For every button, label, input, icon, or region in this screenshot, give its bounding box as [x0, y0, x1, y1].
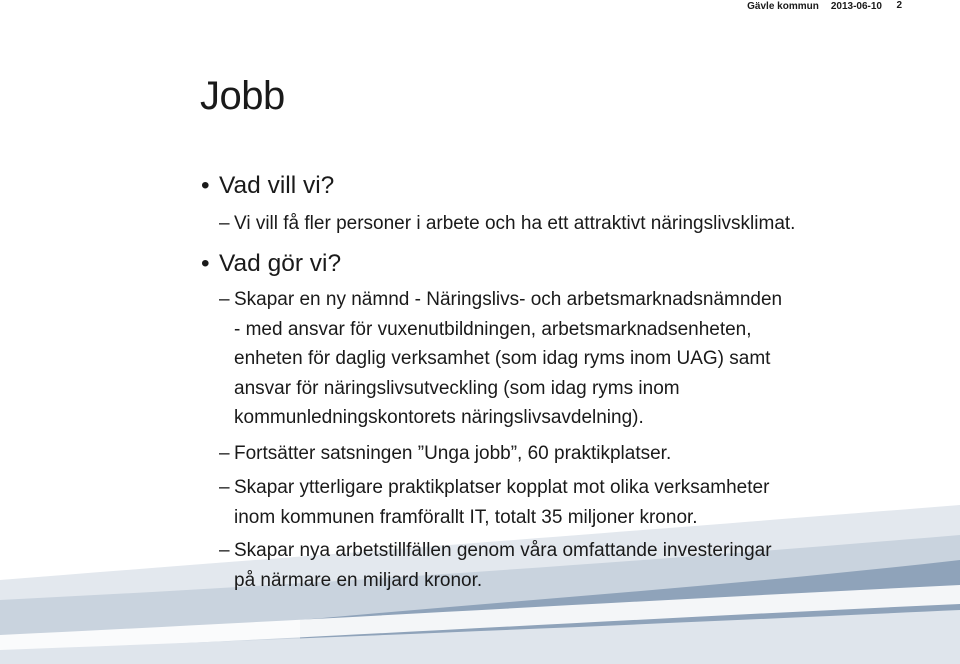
- bullet-dot-icon: •: [201, 172, 210, 199]
- bullet-dot-icon: •: [201, 250, 210, 277]
- slide-header: [747, 0, 902, 12]
- header-page-number: 2: [896, 0, 902, 11]
- header-org: Gävle kommun: [747, 0, 819, 12]
- slide-title: Jobb: [200, 74, 285, 118]
- dash-icon: –: [219, 213, 230, 234]
- sub-bullet: – Skapar nya arbetstillfällen genom våra omfattande investeringar på närmare en miljard kronor.: [219, 536, 919, 595]
- slide: Gävle kommun 2013-06-10 2 Jobb • Vad vill vi? – Vi vill få fler personer i arbete och ha ett attraktivt näringslivsklimat. • Vad gör vi? – Skapar en ny nämnd - Näringslivs- och arbetsmarknadsnämnden - med ansvar för vuxenutbildningen, arbetsmarknadsenheten, enheten för daglig verksamhet (som idag ryms inom UAG) samt ansvar för näringslivsutveckling (som idag ryms inom kommunledningskontorets näringslivsavdelning). – Fortsätter satsningen ”Unga jobb”, 60 praktikplatser. – Skapar ytterligare praktikplatser kopplat mot olika verksamheter inom kommunen framförallt IT, totalt 35 miljoner kronor. – Skapar nya arbetstillfällen genom våra omfattande investeringar på närmare en miljard kronor.: [0, 0, 960, 664]
- dash-icon: –: [219, 289, 230, 310]
- dash-icon: –: [219, 540, 230, 561]
- header-date: 2013-06-10: [830, 0, 882, 12]
- sub-bullet: – Skapar ytterligare praktikplatser kopplat mot olika verksamheter inom kommunen framförallt IT, totalt 35 miljoner kronor.: [219, 473, 919, 532]
- sub-bullet: – Fortsätter satsningen ”Unga jobb”, 60 praktikplatser.: [219, 439, 919, 469]
- sub-bullet: – Skapar en ny nämnd - Näringslivs- och arbetsmarknadsnämnden - med ansvar för vuxenutbildningen, arbetsmarknadsenheten, enheten för daglig verksamhet (som idag ryms inom UAG) samt ansvar för näringslivsutveckling (som idag ryms inom kommunledningskontorets näringslivsavdelning).: [219, 285, 919, 433]
- dash-icon: –: [219, 477, 230, 498]
- sub-bullet: – Vi vill få fler personer i arbete och ha ett attraktivt näringslivsklimat.: [219, 209, 919, 239]
- dash-icon: –: [219, 443, 230, 464]
